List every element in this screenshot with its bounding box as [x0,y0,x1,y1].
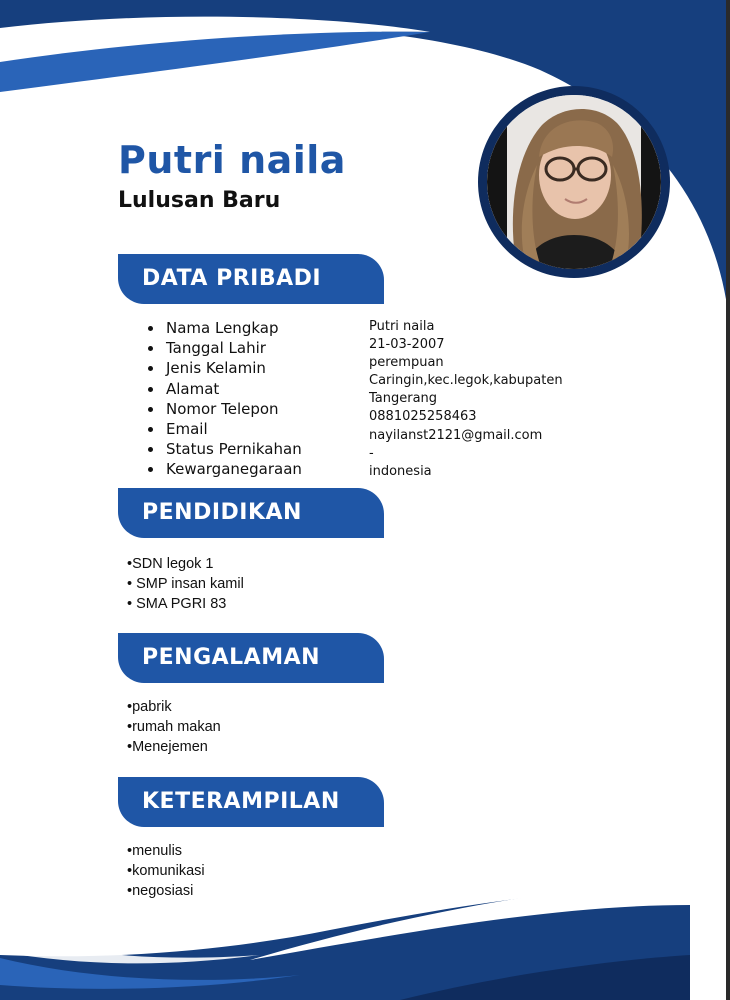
section-heading-personal: DATA PRIBADI [118,254,384,304]
value-birth-date: 21-03-2007 [369,337,445,353]
section-heading-skills: KETERAMPILAN [118,777,384,827]
person-subtitle: Lulusan Baru [118,188,281,213]
section-heading-experience: PENGALAMAN [118,633,384,683]
value-marital-status: - [369,445,374,461]
experience-list [127,697,221,757]
skills-list [127,841,205,901]
list-item: •rumah makan [127,719,221,735]
label-birth-date: Tanggal Lahir [148,338,302,358]
personal-labels-list [148,318,302,480]
label-phone: Nomor Telepon [148,399,302,419]
portrait-illustration [487,95,661,269]
value-address-line-2: Tangerang [369,391,438,407]
list-item: •menulis [127,843,183,859]
value-phone: 0881025258463 [369,409,477,425]
list-item: •Menejemen [127,739,208,755]
list-item: •pabrik [127,699,172,715]
label-full-name: Nama Lengkap [148,318,302,338]
section-heading-education: PENDIDIKAN [118,488,384,538]
label-address: Alamat [148,379,302,399]
value-nationality: indonesia [369,463,432,479]
value-email: nayilanst2121@gmail.com [369,427,543,443]
value-gender: perempuan [369,355,444,371]
list-item: •SDN legok 1 [127,556,214,572]
education-list [127,554,244,614]
profile-photo-frame [478,86,670,278]
label-nationality: Kewarganegaraan [148,459,302,479]
page-edge-strip [726,0,730,1000]
label-gender: Jenis Kelamin [148,358,302,378]
list-item: • SMP insan kamil [127,576,244,592]
list-item: •komunikasi [127,863,205,879]
value-address-line-1: Caringin,kec.legok,kabupaten [369,373,563,389]
label-email: Email [148,419,302,439]
label-marital-status: Status Pernikahan [148,439,302,459]
personal-values-list [369,318,563,481]
value-full-name: Putri naila [369,319,435,334]
person-name: Putri naila [118,138,346,182]
list-item: • SMA PGRI 83 [127,596,227,612]
profile-photo [487,95,661,269]
list-item: •negosiasi [127,883,194,899]
